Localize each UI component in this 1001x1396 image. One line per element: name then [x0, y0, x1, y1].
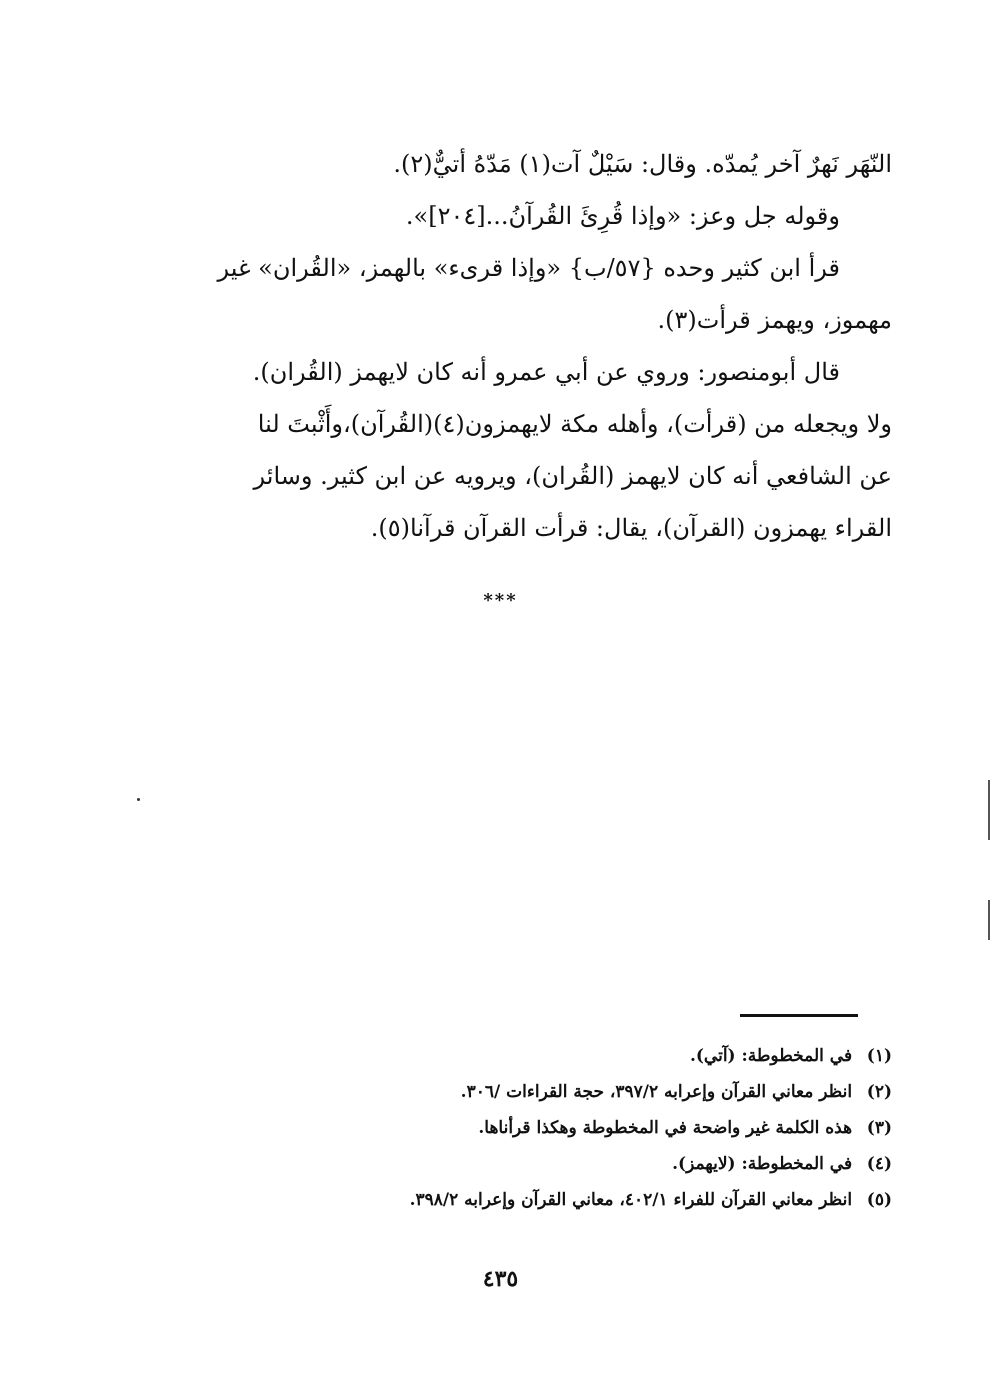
- body-text: [190, 138, 892, 554]
- body-line-6: ولا ويجعله من (قرأت)، وأهله مكة لايهمزون(٤)(القُرآن)،وأَثْبتَ لنا: [257, 410, 892, 438]
- footnote-4: [300, 1146, 892, 1182]
- footnote-text: في المخطوطة: (لايهمز).: [672, 1154, 853, 1174]
- scan-speck: [137, 798, 140, 801]
- footnote-number: (١): [866, 1046, 892, 1066]
- footnote-3: [300, 1110, 892, 1146]
- footnote-1: [300, 1038, 892, 1074]
- body-line-7: عن الشافعي أنه كان لايهمز (القُران)، ويرويه عن ابن كثير. وسائر: [253, 462, 892, 490]
- footnote-number: (٣): [866, 1118, 892, 1138]
- scan-edge-mark: [988, 900, 990, 940]
- body-line-8: القراء يهمزون (القرآن)، يقال: قرأت القرآن قرآنا(٥).: [370, 514, 892, 542]
- footnote-5: [300, 1182, 892, 1218]
- footnote-number: (٢): [866, 1082, 892, 1102]
- footnote-number: (٤): [866, 1154, 892, 1174]
- footnote-divider: [740, 1014, 858, 1017]
- section-separator: ***: [483, 590, 518, 611]
- body-line-2: وقوله جل وعز: «وإذا قُرِئَ القُرآنُ...[٢٠٤]».: [405, 202, 840, 230]
- footnote-2: [300, 1074, 892, 1110]
- body-line-5: قال أبومنصور: وروي عن أبي عمرو أنه كان لايهمز (القُران).: [252, 358, 840, 386]
- footnote-text: في المخطوطة: (آتي).: [689, 1046, 853, 1066]
- footnote-number: (٥): [866, 1190, 892, 1210]
- page-number: ٤٣٥: [482, 1266, 519, 1292]
- body-line-1: النّهَر نَهرٌ آخر يُمدّه. وقال: سَيْلٌ آت(١) مَدّهُ أتيٌّ(٢).: [393, 150, 892, 178]
- scan-edge-mark: [988, 780, 990, 840]
- body-line-4: مهموز، ويهمز قرأت(٣).: [657, 306, 892, 334]
- footnote-text: هذه الكلمة غير واضحة في المخطوطة وهكذا قرأناها.: [478, 1118, 853, 1138]
- footnotes: [300, 1038, 892, 1218]
- footnote-text: انظر معاني القرآن وإعرابه ٣٩٧/٢، حجة القراءات /٣٠٦.: [460, 1082, 853, 1102]
- footnote-text: انظر معاني القرآن للفراء ٤٠٢/١، معاني القرآن وإعرابه ٣٩٨/٢.: [409, 1190, 853, 1210]
- body-line-3: قرأ ابن كثير وحده {٥٧/ب} «وإذا قرىء» بالهمز، «القُران» غير: [217, 254, 840, 282]
